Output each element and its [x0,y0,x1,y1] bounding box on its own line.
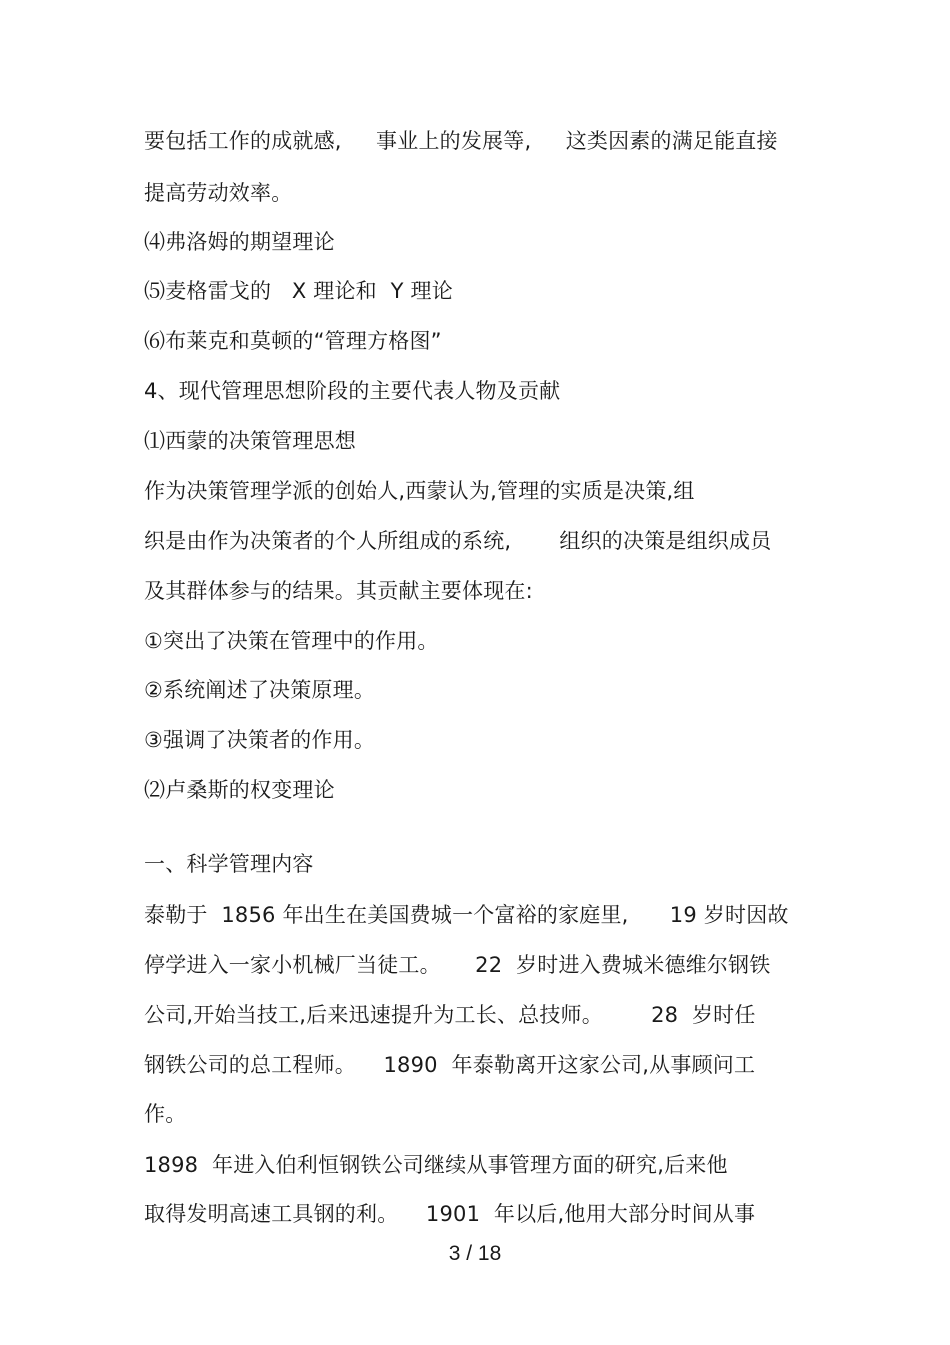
section-heading: 一、科学管理内容 [144,852,314,876]
text-line: ⑷弗洛姆的期望理论 [144,230,335,254]
text-line: 提高劳动效率。 [144,181,293,205]
text-line: 作为决策管理学派的创始人,西蒙认为,管理的实质是决策,组 [144,479,695,503]
text-line: ②系统阐述了决策原理。 [144,678,376,702]
page-number: 3 / 18 [448,1242,502,1265]
text-line: ③强调了决策者的作用。 [144,728,376,752]
text-line: 作。 [144,1102,187,1126]
text-line: ⑸麦格雷戈的 X 理论和 Y 理论 [144,279,453,303]
text-line: 停学进入一家小机械厂当徒工。 22 岁时进入费城米德维尔钢铁 [144,953,771,977]
text-line: 泰勒于 1856 年出生在美国费城一个富裕的家庭里, 19 岁时因故 [144,903,789,927]
text-line: 要包括工作的成就感, 事业上的发展等, 这类因素的满足能直接 [144,129,778,153]
text-line: ⑴西蒙的决策管理思想 [144,429,356,453]
text-line: ⑹布莱克和莫顿的“管理方格图” [144,329,442,353]
text-line: ⑵卢桑斯的权变理论 [144,778,335,802]
text-line: 公司,开始当技工,后来迅速提升为工长、总技师。 28 岁时任 [144,1003,756,1027]
text-line: 取得发明高速工具钢的利。 1901 年以后,他用大部分时间从事 [144,1202,756,1226]
text-line: 钢铁公司的总工程师。 1890 年泰勒离开这家公司,从事顾问工 [144,1053,756,1077]
text-line: 及其群体参与的结果。其贡献主要体现在: [144,579,533,603]
text-line: 织是由作为决策者的个人所组成的系统, 组织的决策是组织成员 [144,529,772,553]
text-line: ①突出了决策在管理中的作用。 [144,629,439,653]
section-heading: 4、现代管理思想阶段的主要代表人物及贡献 [144,379,561,403]
text-line: 1898 年进入伯利恒钢铁公司继续从事管理方面的研究,后来他 [144,1153,728,1177]
